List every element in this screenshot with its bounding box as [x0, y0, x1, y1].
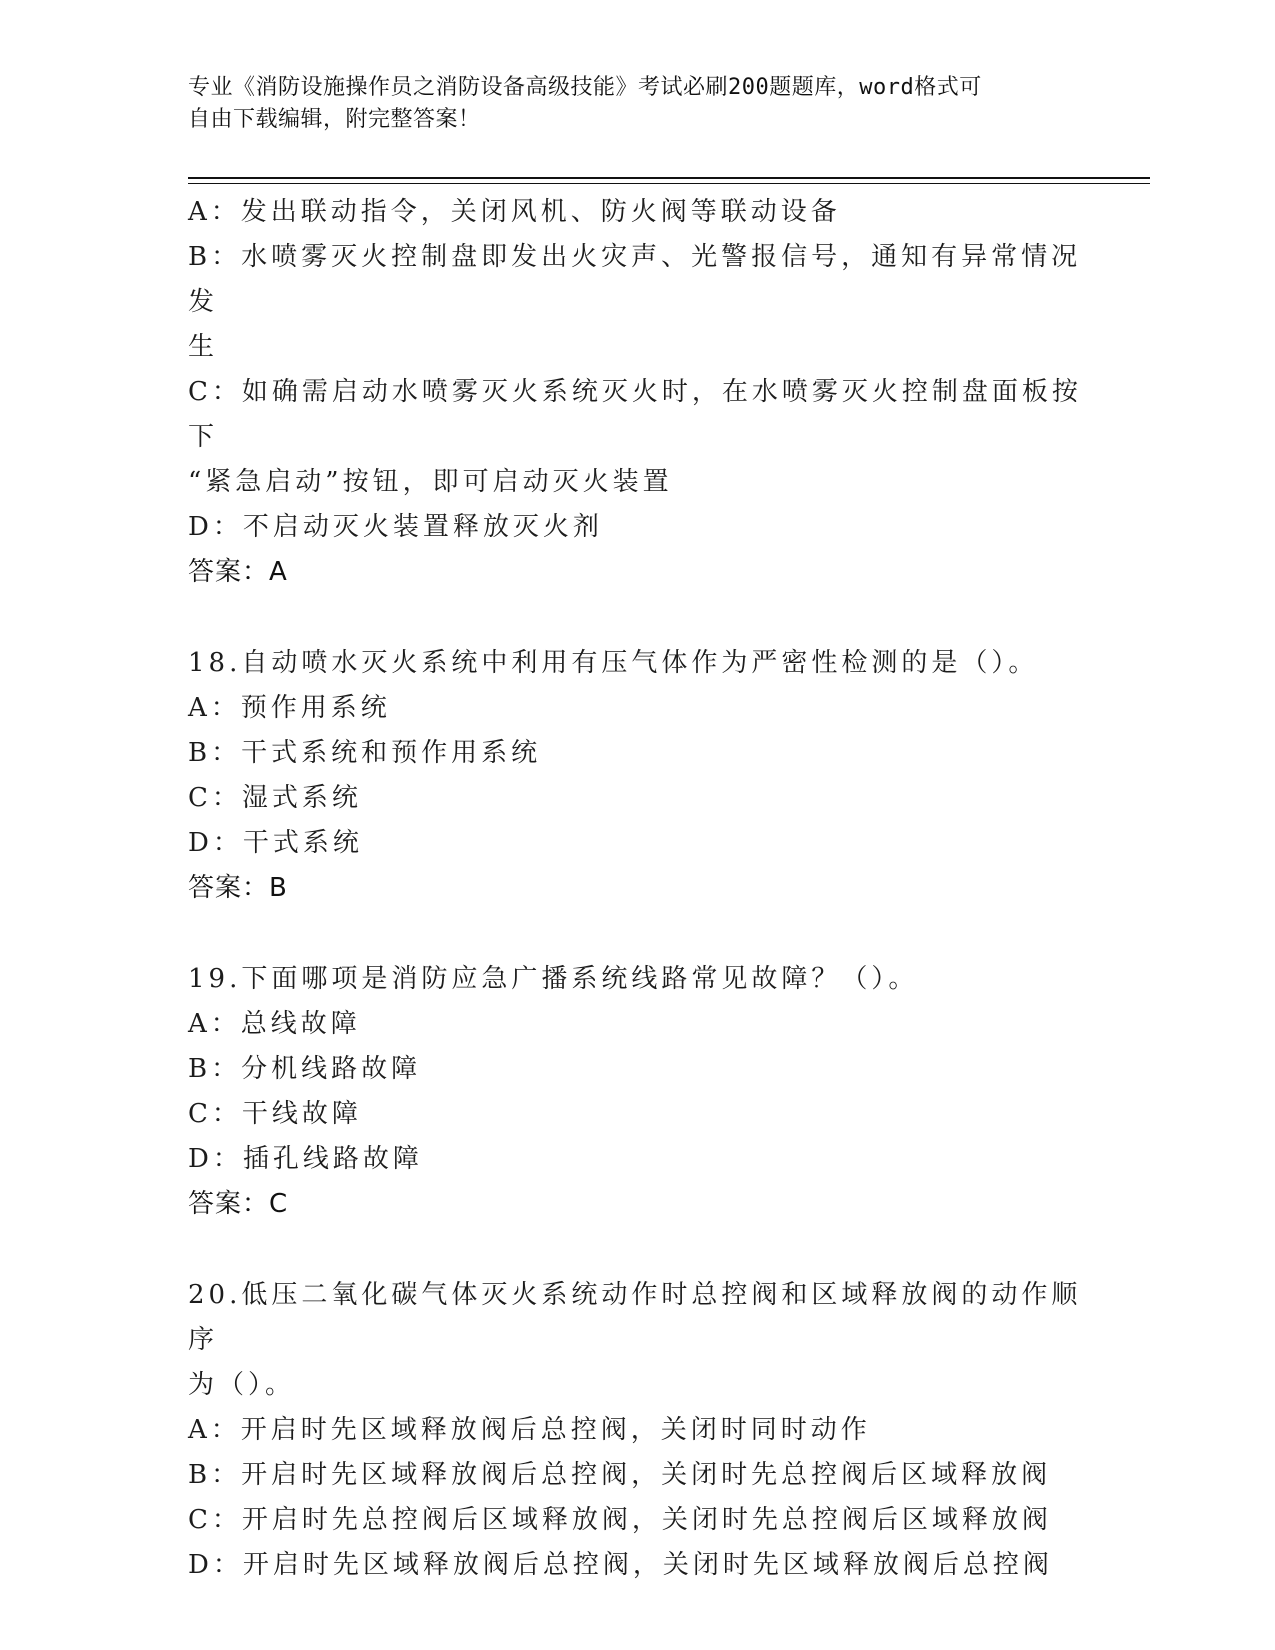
- header-divider-thick: [188, 177, 1150, 179]
- q17-option-c-line-1: C：如确需启动水喷雾灭火系统灭火时，在水喷雾灭火控制盘面板按下: [188, 377, 1082, 452]
- q20-option-c: C：开启时先总控阀后区域释放阀，关闭时先总控阀后区域释放阀: [188, 1505, 1052, 1535]
- header-title-line-2: 自由下载编辑，附完整答案！: [188, 107, 481, 132]
- q19-option-c: C：干线故障: [188, 1099, 362, 1129]
- q20-option-b: B：开启时先区域释放阀后总控阀，关闭时先总控阀后区域释放阀: [188, 1460, 1052, 1490]
- q18-option-d: D：干式系统: [188, 828, 363, 858]
- q20-option-a: A：开启时先区域释放阀后总控阀，关闭时同时动作: [188, 1415, 871, 1445]
- q19-option-a: A：总线故障: [188, 1009, 361, 1039]
- document-body: [188, 190, 1088, 1588]
- q18-option-a: A：预作用系统: [188, 693, 391, 723]
- q19-stem: 19.下面哪项是消防应急广播系统线路常见故障？（）。: [188, 964, 919, 994]
- q17-option-b-line-2: 生: [188, 332, 219, 362]
- header-divider-thin: [188, 183, 1150, 184]
- q18-stem: 18.自动喷水灭火系统中利用有压气体作为严密性检测的是（）。: [188, 648, 1039, 678]
- q17-option-a: A：发出联动指令，关闭风机、防火阀等联动设备: [188, 197, 841, 227]
- q19-answer: 答案：C: [188, 1189, 289, 1219]
- spacer: [188, 1227, 1088, 1273]
- header-title-line-1: 专业《消防设施操作员之消防设备高级技能》考试必刷200题题库，word格式可: [188, 75, 982, 100]
- q17-answer: 答案：A: [188, 557, 288, 587]
- q17-option-c-line-2: “紧急启动”按钮，即可启动灭火装置: [188, 467, 673, 497]
- question-19-block: [188, 957, 1088, 1227]
- question-20-block: [188, 1273, 1088, 1588]
- q18-option-c: C：湿式系统: [188, 783, 362, 813]
- q18-option-b: B：干式系统和预作用系统: [188, 738, 542, 768]
- q20-stem-line-2: 为（）。: [188, 1370, 296, 1400]
- question-17-block: [188, 190, 1088, 595]
- q20-stem-line-1: 20.低压二氧化碳气体灭火系统动作时总控阀和区域释放阀的动作顺序: [188, 1280, 1082, 1355]
- spacer: [188, 911, 1088, 957]
- q20-option-d: D：开启时先区域释放阀后总控阀，关闭时先区域释放阀后总控阀: [188, 1550, 1053, 1580]
- q17-option-b-line-1: B：水喷雾灭火控制盘即发出火灾声、光警报信号，通知有异常情况发: [188, 242, 1082, 317]
- question-18-block: [188, 641, 1088, 911]
- q17-option-d: D：不启动灭火装置释放灭火剂: [188, 512, 603, 542]
- spacer: [188, 595, 1088, 641]
- q18-answer: 答案：B: [188, 873, 288, 903]
- q19-option-b: B：分机线路故障: [188, 1054, 422, 1084]
- document-header: [188, 72, 1068, 136]
- q19-option-d: D：插孔线路故障: [188, 1144, 423, 1174]
